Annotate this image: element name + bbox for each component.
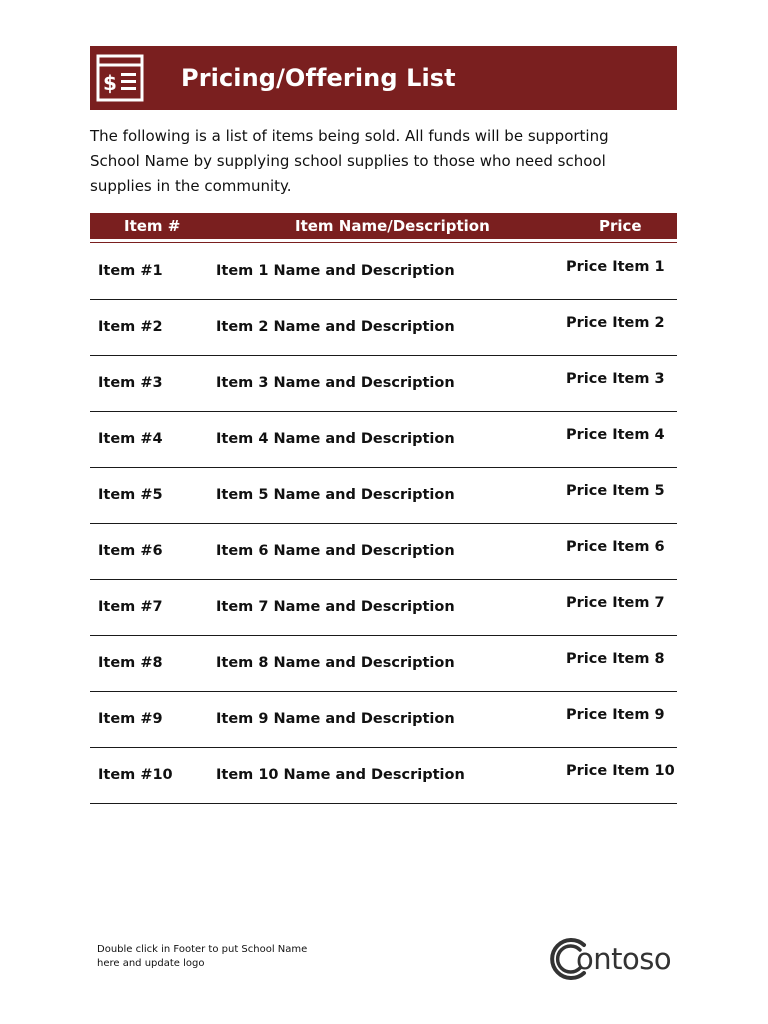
- header-banner: [90, 46, 677, 110]
- cell-item-number: Item #9: [98, 711, 163, 727]
- column-header-description: Item Name/Description: [295, 217, 490, 235]
- cell-item-description: Item 9 Name and Description: [216, 711, 455, 727]
- cell-item-number: Item #10: [98, 767, 173, 783]
- table-row: [90, 748, 677, 804]
- page-title: Pricing/Offering List: [181, 64, 456, 92]
- column-header-item: Item #: [124, 217, 181, 235]
- footer-note-line: here and update logo: [97, 958, 205, 969]
- cell-item-price: Price Item 7: [566, 595, 665, 611]
- cell-item-price: Price Item 8: [566, 651, 665, 667]
- table-row: [90, 524, 677, 580]
- cell-item-price: Price Item 9: [566, 707, 665, 723]
- cell-item-number: Item #8: [98, 655, 163, 671]
- cell-item-number: Item #7: [98, 599, 163, 615]
- footer-note-line: Double click in Footer to put School Name: [97, 944, 308, 955]
- cell-item-price: Price Item 10: [566, 763, 675, 779]
- cell-item-description: Item 1 Name and Description: [216, 263, 455, 279]
- footer-note[interactable]: [97, 943, 327, 971]
- column-header-price: Price: [599, 217, 642, 235]
- cell-item-description: Item 4 Name and Description: [216, 431, 455, 447]
- cell-item-price: Price Item 4: [566, 427, 665, 443]
- cell-item-price: Price Item 1: [566, 259, 665, 275]
- cell-item-number: Item #4: [98, 431, 163, 447]
- table-row: [90, 300, 677, 356]
- cell-item-price: Price Item 6: [566, 539, 665, 555]
- cell-item-description: Item 6 Name and Description: [216, 543, 455, 559]
- cell-item-description: Item 8 Name and Description: [216, 655, 455, 671]
- cell-item-price: Price Item 2: [566, 315, 665, 331]
- price-list-icon: [96, 54, 144, 102]
- cell-item-description: Item 5 Name and Description: [216, 487, 455, 503]
- table-row: [90, 636, 677, 692]
- cell-item-number: Item #1: [98, 263, 163, 279]
- cell-item-number: Item #3: [98, 375, 163, 391]
- table-row: [90, 692, 677, 748]
- table-body: [90, 244, 677, 804]
- cell-item-price: Price Item 3: [566, 371, 665, 387]
- contoso-logo: [546, 934, 670, 984]
- cell-item-description: Item 3 Name and Description: [216, 375, 455, 391]
- table-row: [90, 356, 677, 412]
- cell-item-description: Item 7 Name and Description: [216, 599, 455, 615]
- cell-item-number: Item #2: [98, 319, 163, 335]
- svg-text:$: $: [103, 71, 117, 95]
- cell-item-price: Price Item 5: [566, 483, 665, 499]
- cell-item-description: Item 10 Name and Description: [216, 767, 465, 783]
- pricing-table: [90, 213, 677, 804]
- logo-wordmark: ontoso: [576, 942, 672, 976]
- table-row: [90, 412, 677, 468]
- cell-item-number: Item #5: [98, 487, 163, 503]
- table-header: [90, 213, 677, 242]
- table-row: [90, 244, 677, 300]
- cell-item-number: Item #6: [98, 543, 163, 559]
- table-row: [90, 468, 677, 524]
- table-row: [90, 580, 677, 636]
- intro-paragraph: The following is a list of items being sold. All funds will be supporting School Name by supplying school supplies to those who need school supplies in the community.: [90, 127, 609, 195]
- cell-item-description: Item 2 Name and Description: [216, 319, 455, 335]
